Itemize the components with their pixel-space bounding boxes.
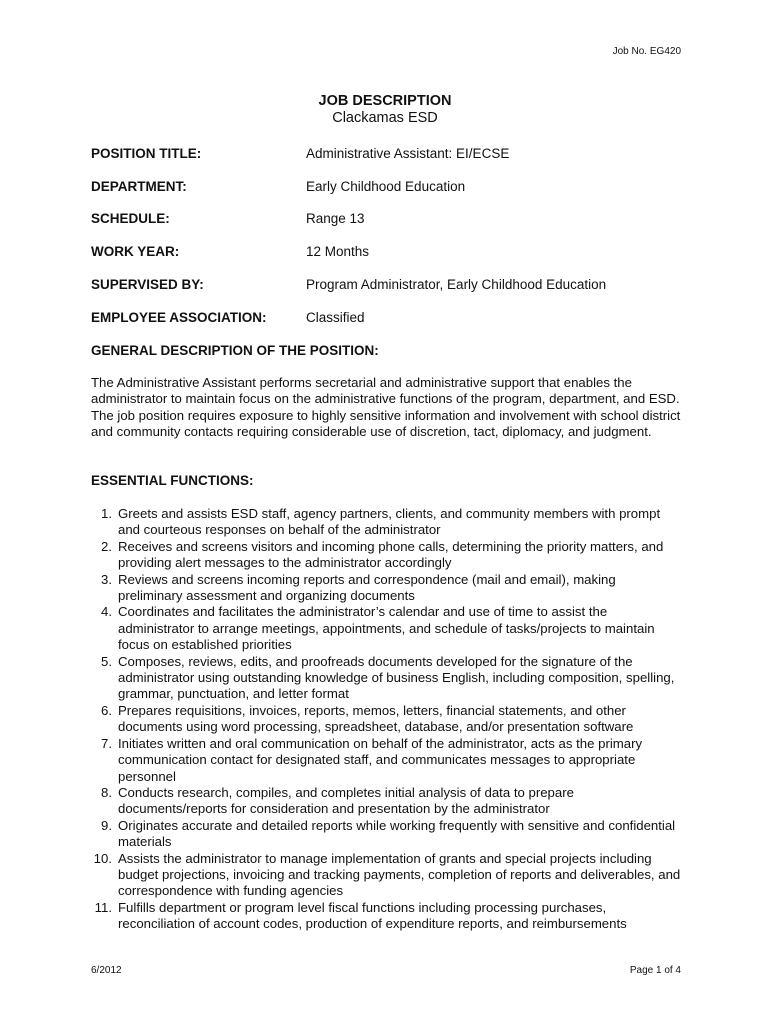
document-title-block [0, 93, 770, 127]
item-number: 6. [101, 702, 112, 718]
footer-page-number: Page 1 of 4 [629, 965, 681, 976]
item-text: Reviews and screens incoming reports and correspondence (mail and email), making preliminary assessment and organizing documents [118, 571, 616, 604]
item-text: Conducts research, compiles, and completes initial analysis of data to prepare documents/reports for consideration and presentation by the administrator [118, 784, 574, 817]
list-item [91, 736, 683, 785]
list-item [91, 851, 683, 900]
item-text: Originates accurate and detailed reports while working frequently with sensitive and confidential materials [118, 817, 676, 850]
document-title: JOB DESCRIPTION [318, 93, 452, 109]
general-description-heading: GENERAL DESCRIPTION OF THE POSITION: [91, 343, 379, 358]
footer-date: 6/2012 [91, 965, 122, 976]
list-item [91, 506, 683, 539]
field-label: DEPARTMENT: [91, 179, 187, 194]
list-item [91, 654, 683, 703]
list-item [91, 900, 683, 933]
item-number: 11. [94, 899, 112, 915]
list-item [91, 785, 683, 818]
item-number: 4. [101, 604, 112, 620]
field-label: WORK YEAR: [91, 244, 180, 259]
essential-functions-heading: ESSENTIAL FUNCTIONS: [91, 473, 254, 488]
job-number: Job No. EG420 [612, 46, 681, 57]
item-number: 10. [93, 850, 112, 866]
field-value: Administrative Assistant: EI/ECSE [306, 146, 510, 161]
item-text: Receives and screens visitors and incoming phone calls, determining the priority matters, and providing alert messages to the administrator accordingly [118, 538, 664, 571]
field-value: 12 Months [306, 244, 370, 259]
item-number: 1. [101, 506, 112, 521]
field-value: Range 13 [306, 211, 365, 226]
list-item [91, 572, 683, 605]
item-text: Greets and assists ESD staff, agency partners, clients, and community members with prompt and courteous responses on behalf of the administrator [118, 506, 661, 538]
general-description-text: The Administrative Assistant performs secretarial and administrative support that enables the administrator to maintain focus on the administrative functions of the program, department, and ESD. The job position requires exposure to highly sensitive information and involvement with school district and community contacts requiring considerable use of discretion, tact, diplomacy, and judgment. [91, 375, 681, 440]
item-number: 7. [101, 735, 112, 751]
organization-name: Clackamas ESD [332, 110, 438, 126]
item-number: 2. [101, 538, 112, 554]
list-item [91, 818, 683, 851]
item-number: 9. [101, 817, 112, 833]
list-item [91, 703, 683, 736]
item-number: 3. [101, 571, 112, 587]
list-item [91, 539, 683, 572]
item-number: 5. [101, 653, 112, 669]
essential-functions-list [91, 506, 683, 933]
item-number: 8. [101, 784, 112, 800]
list-item [91, 604, 683, 653]
field-label: POSITION TITLE: [91, 146, 202, 161]
field-label: SUPERVISED BY: [91, 277, 204, 292]
item-text: Coordinates and facilitates the administrator’s calendar and use of time to assist the administrator to arrange meetings, appointments, and schedule of tasks/projects to maintain focus on established priorities [118, 604, 655, 653]
item-text: Composes, reviews, edits, and proofreads documents developed for the signature of the administrator using outstanding knowledge of business English, including composition, spelling, grammar, punctuation, and letter format [118, 653, 675, 702]
field-value: Program Administrator, Early Childhood Education [306, 277, 607, 292]
field-label: EMPLOYEE ASSOCIATION: [91, 310, 267, 325]
item-text: Initiates written and oral communication on behalf of the administrator, acts as the primary communication contact for designated staff, and communicates messages to appropriate personnel [118, 735, 643, 784]
item-text: Fulfills department or program level fiscal functions including processing purchases, reconciliation of account codes, production of expenditure reports, and reimbursements [118, 899, 627, 932]
item-text: Prepares requisitions, invoices, reports, memos, letters, financial statements, and other documents using word processing, spreadsheet, database, and/or presentation software [118, 702, 634, 735]
item-text: Assists the administrator to manage implementation of grants and special projects including budget projections, invoicing and tracking payments, completion of reports and deliverables, and correspondence with funding agencies [118, 850, 681, 899]
field-label: SCHEDULE: [91, 211, 170, 226]
field-value: Early Childhood Education [306, 179, 466, 194]
field-value: Classified [306, 310, 365, 325]
